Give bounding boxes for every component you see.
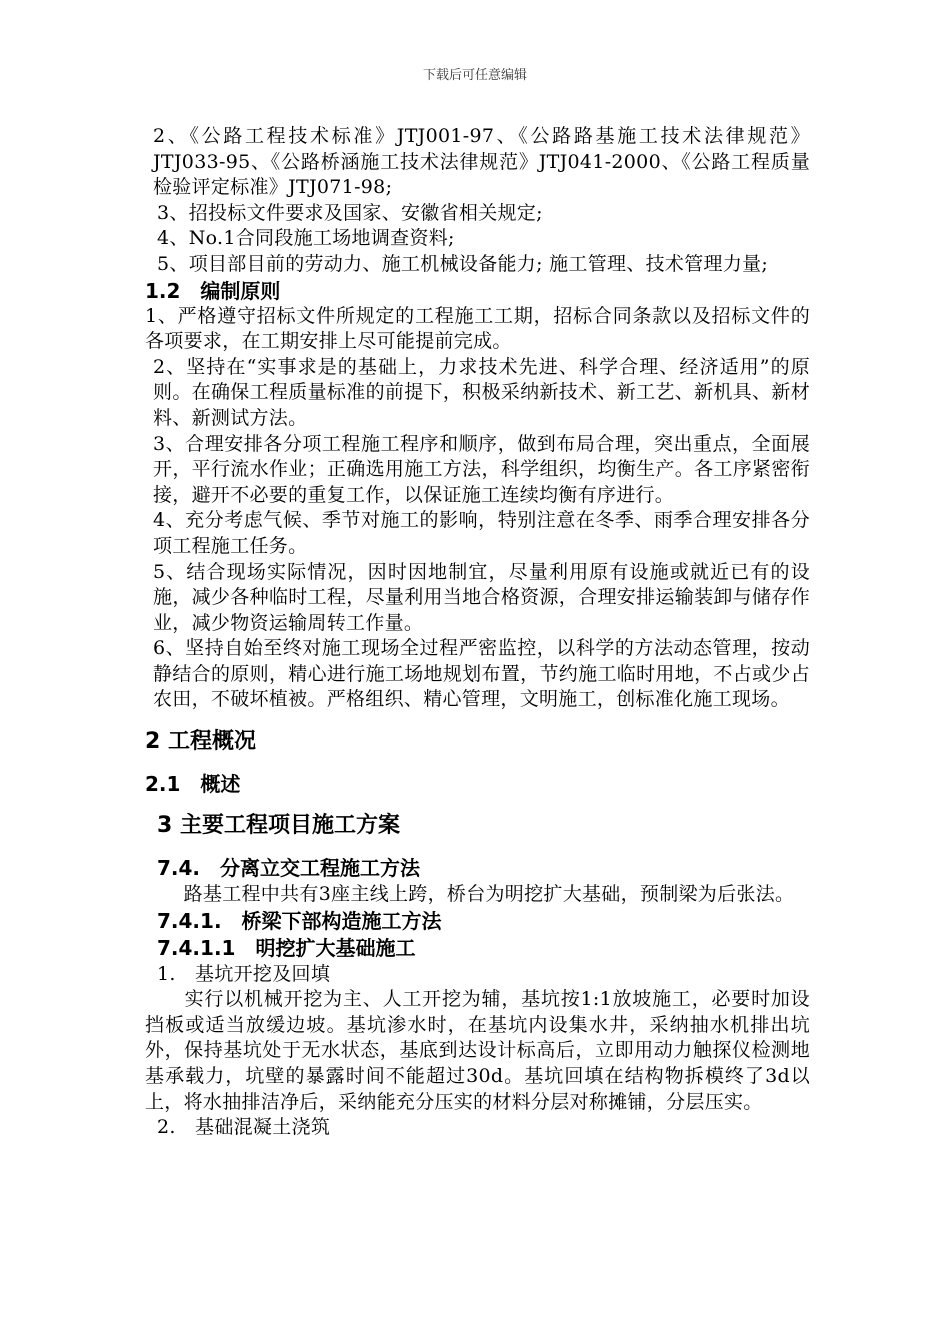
paragraph-overpass-intro: 路基工程中共有3座主线上跨，桥台为明挖扩大基础，预制梁为后张法。 [145, 883, 795, 906]
paragraph-principle-2: 2、坚持在“实事求是的基础上，力求技术先进、科学合理、经济适用”的原则。在确保工程质量标准的前提下，积极采纳新技术、新工艺、新机具、新材料、新测试方法。 [153, 355, 810, 429]
paragraph-principle-6: 6、坚持自始至终对施工现场全过程严密监控，以科学的方法动态管理，按动静结合的原则，精心进行施工场地规划布置，节约施工临时用地，不占或少占农田，不破坏植被。严格组织、精心管理，文明施工，创标准化施工现场。 [153, 637, 810, 711]
paragraph-tender-docs: 3、招投标文件要求及国家、安徽省相关规定; [157, 201, 543, 224]
paragraph-site-survey: 4、No.1合同段施工场地调查资料; [157, 227, 455, 250]
heading-2-1: 2.1 概述 [145, 772, 241, 797]
heading-7-4-1: 7.4.1. 桥梁下部构造施工方法 [157, 908, 442, 933]
page-header: 下载后可任意编辑 [422, 68, 527, 83]
paragraph-resources: 5、项目部目前的劳动力、施工机械设备能力; 施工管理、技术管理力量; [157, 252, 769, 275]
paragraph-principle-1: 1、严格遵守招标文件所规定的工程施工工期，招标合同条款以及招标文件的各项要求，在工期安排上尽可能提前完成。 [145, 304, 810, 353]
heading-7-4: 7.4. 分离立交工程施工方法 [157, 856, 421, 881]
document-body [145, 124, 810, 1141]
paragraph-pit-title: 1. 基坑开挖及回填 [157, 962, 331, 985]
heading-1-2: 1.2 编制原则 [145, 278, 281, 303]
paragraph-pit-method: 实行以机械开挖为主、人工开挖为辅，基坑按1:1放坡施工，必要时加设挡板或适当放缓边坡。基坑渗水时，在基坑内设集水井，采纳抽水机排出坑外，保持基坑处于无水状态，基底到达设计标高后，立即用动力触探仪检测地基承载力，坑壁的暴露时间不能超过30d。基坑回填在结构物拆模终了3d以上，将水抽排洁净后，采纳能充分压实的材料分层对称摊铺，分层压实。 [145, 988, 810, 1113]
paragraph-principle-5: 5、结合现场实际情况，因时因地制宜，尽量利用原有设施或就近已有的设施，减少各种临时工程，尽量利用当地合格资源，合理安排运输装卸与储存作业，减少物资运输周转工作量。 [153, 560, 810, 634]
paragraph-principle-3: 3、合理安排各分项工程施工程序和顺序，做到布局合理，突出重点，全面展开，平行流水作业；正确选用施工方法，科学组织，均衡生产。各工序紧密衔接，避开不必要的重复工作，以保证施工连续均衡有序进行。 [153, 432, 810, 506]
heading-2: 2 工程概况 [145, 729, 256, 755]
heading-7-4-1-1: 7.4.1.1 明挖扩大基础施工 [157, 935, 416, 960]
heading-3: 3 主要工程项目施工方案 [157, 813, 400, 839]
paragraph-concrete-title: 2. 基础混凝土浇筑 [157, 1116, 331, 1139]
paragraph-principle-4: 4、充分考虑气候、季节对施工的影响，特别注意在冬季、雨季合理安排各分项工程施工任务。 [153, 509, 810, 557]
paragraph-standards: 2、《公路工程技术标准》JTJ001-97、《公路路基施工技术法律规范》JTJ033-95、《公路桥涵施工技术法律规范》JTJ041-2000、《公路工程质量检验评定标准》JTJ071-98; [153, 125, 810, 199]
